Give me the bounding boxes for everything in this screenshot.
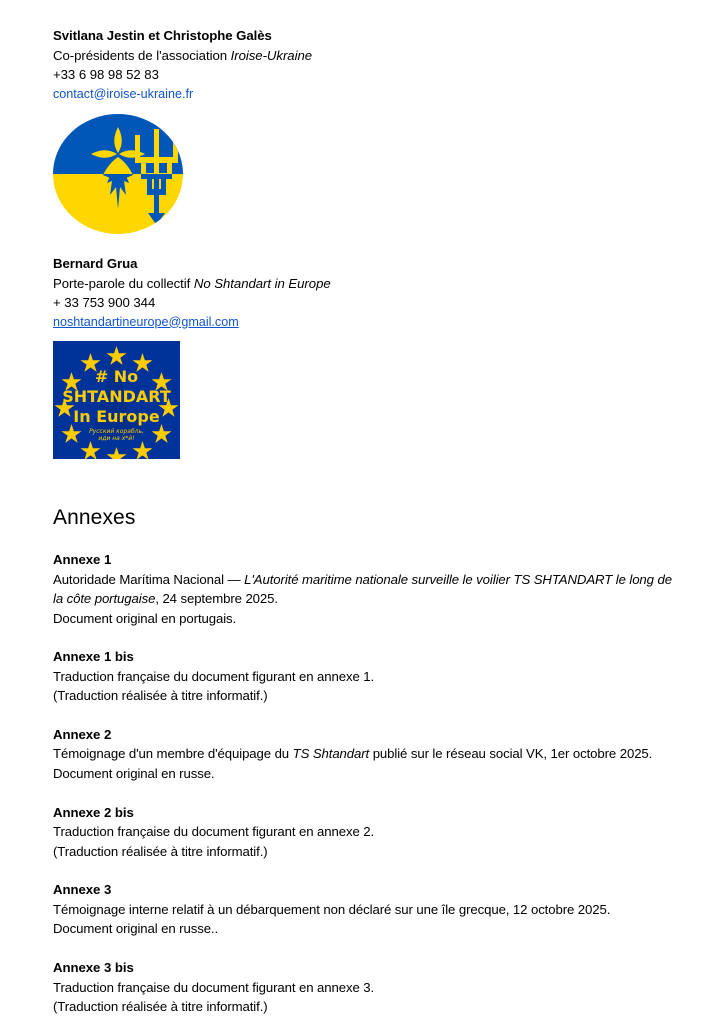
spacer [53,861,678,880]
annex-text-segment: Traduction française du document figurant en annexe 1. [53,668,375,684]
spacer [53,531,678,550]
spacer [53,706,678,725]
annex-label: Annexe 3 bis [53,960,134,976]
page-title: Annexes [53,506,136,529]
no-shtandart-logo-svg [53,341,180,459]
spacer [53,235,678,254]
annex-description-line [53,822,678,842]
logo-line-2: SHTANDART [62,387,171,406]
annex-label: Annexe 2 [53,726,112,742]
iroise-ukraine-logo-svg [53,113,183,235]
annex-description-line [53,667,678,687]
annex-text-segment: Document original en russe.. [53,921,219,937]
signatory-name: Svitlana Jestin et Christophe Galès [53,28,272,43]
annex-text-segment: Traduction française du document figurant en annexe 3. [53,979,375,995]
annex-text-segment: (Traduction réalisée à titre informatif.) [53,999,268,1015]
signatory-role [53,46,678,66]
signatory-org-name: No Shtandart in Europe [193,275,331,291]
annex-text-segment: Document original en portugais. [53,610,237,626]
annex-label: Annexe 1 [53,552,112,567]
document-content [53,26,678,1017]
annex-description-line [53,570,678,609]
annex-label: Annexe 1 bis [53,649,134,665]
signatory-email-link[interactable]: contact@iroise-ukraine.fr [53,86,194,101]
signatory-email-link[interactable]: noshtandartineurope@gmail.com [53,314,239,329]
annex-description-line [53,842,678,862]
logo-line-1: # No [94,367,139,386]
spacer [53,784,678,803]
annex-label: Annexe 3 [53,882,112,898]
spacer [53,628,678,647]
annex-description-line [53,900,678,920]
annex-list [53,550,678,1017]
signatory-phone: +33 6 98 98 52 83 [53,67,159,82]
annex-text-segment: Témoignage interne relatif à un débarquement non déclaré sur une île grecque, 12 octobre 2025. [53,901,611,917]
annex-text-segment: Témoignage d'un membre d'équipage du [53,746,293,762]
signatory-role [53,274,678,294]
spacer [53,459,678,505]
annex-text-segment: Traduction française du document figurant en annexe 2. [53,824,375,840]
annex-description-line [53,919,678,939]
annex-item [53,647,678,706]
annex-item [53,958,678,1017]
annex-text-segment: (Traduction réalisée à titre informatif.) [53,688,268,704]
annex-description-line [53,978,678,998]
annex-title-italic: L'Autorité maritime nationale surveille le voilier TS SHTANDART le long de la côte portugaise [53,571,672,607]
annex-item [53,880,678,939]
annex-title-italic: TS Shtandart [292,746,370,762]
logo-line-3: In Europe [73,407,160,426]
signatory-role-prefix: Porte-parole du collectif [53,275,194,291]
annex-description-line [53,609,678,629]
signature-block-iroise-ukraine [53,26,678,104]
annex-text-segment: Document original en russe. [53,766,215,782]
annex-item [53,725,678,784]
spacer [53,939,678,958]
annex-text-segment: (Traduction réalisée à titre informatif.) [53,843,268,859]
logo-line-4: Русский корабль, [89,428,144,435]
annex-label: Annexe 2 bis [53,804,134,820]
annex-description-line [53,764,678,784]
signatory-name: Bernard Grua [53,256,138,271]
flag-circle [53,113,183,235]
annex-description-line [53,744,678,764]
annex-text-segment: publié sur le réseau social VK, 1er octobre 2025. [369,746,653,762]
logo-line-5: иди на х*й! [98,435,135,442]
annex-text-segment: , 24 septembre 2025. [155,591,278,607]
annex-description-line [53,997,678,1017]
annex-item [53,550,678,628]
annex-item [53,803,678,862]
signatory-role-prefix: Co-présidents de l'association [53,47,231,63]
iroise-ukraine-logo [53,113,678,235]
signature-block-no-shtandart [53,254,678,332]
no-shtandart-in-europe-logo [53,341,678,459]
signatory-phone: + 33 753 900 344 [53,295,156,310]
signatory-org-name: Iroise-Ukraine [230,47,313,63]
annex-description-line [53,686,678,706]
annex-text-segment: Autoridade Marítima Nacional — [53,571,245,587]
